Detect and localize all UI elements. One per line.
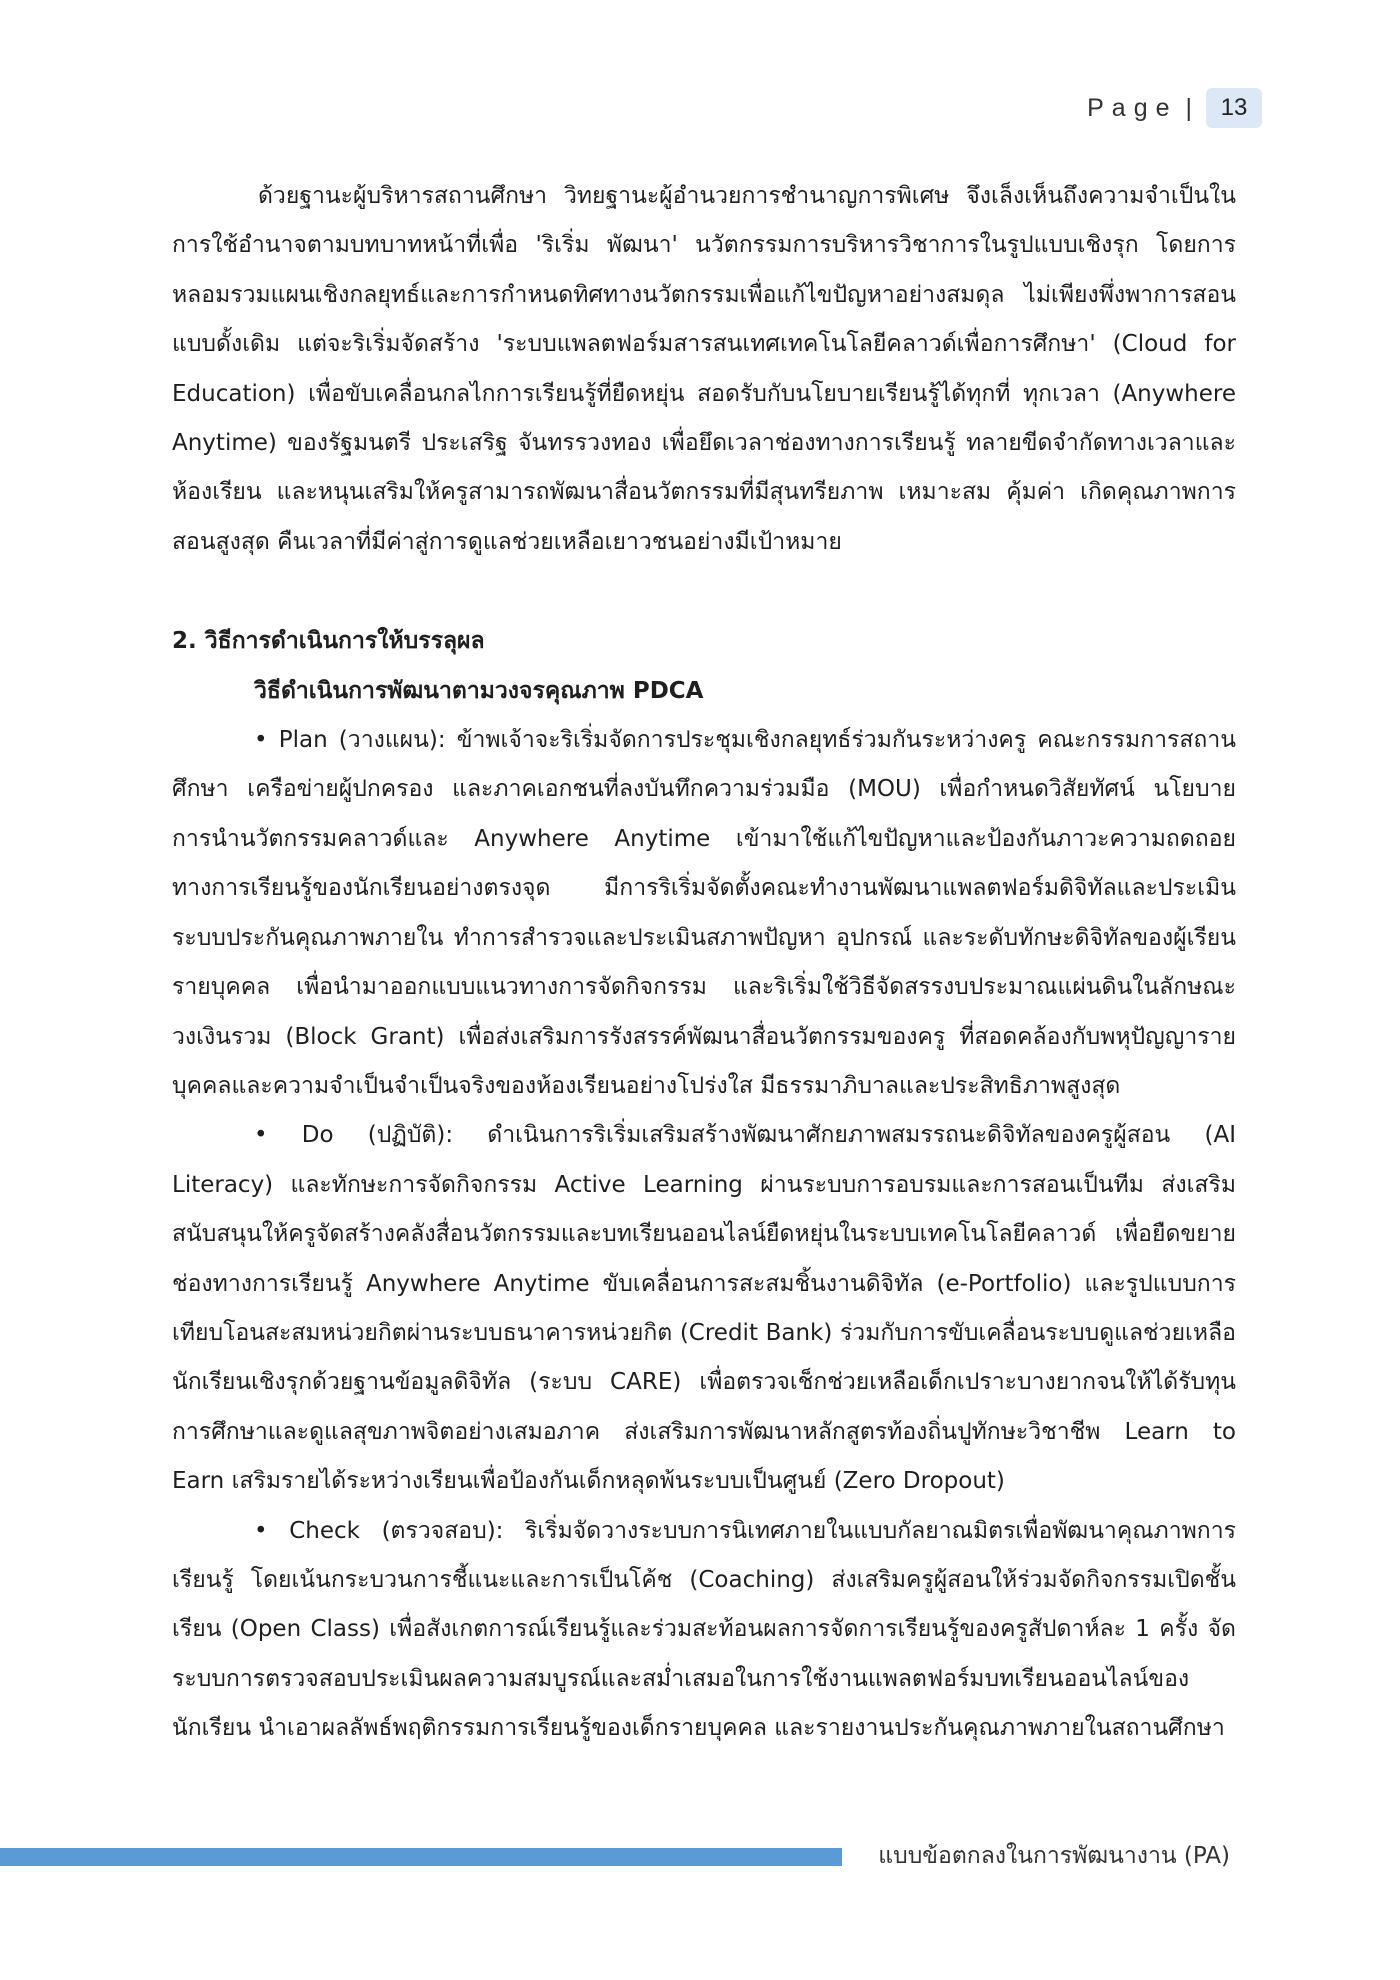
check-paragraph: • Check (ตรวจสอบ): ริเริ่มจัดวางระบบการนิเทศภายในแบบกัลยาณมิตรเพื่อพัฒนาคุณภาพการเรียนรู้ โดยเน้นกระบวนการชี้แนะและการเป็นโค้ช (Coaching) ส่งเสริมครูผู้สอนให้ร่วมจัดกิจกรรมเปิดชั้นเรียน (Open Class) เพื่อสังเกตการณ์เรียนรู้และร่วมสะท้อนผลการจัดการเรียนรู้ของครูสัปดาห์ละ 1 ครั้ง จัดระบบการตรวจสอบประเมินผลความสมบูรณ์และสม่ำเสมอในการใช้งานแพลตฟอร์มบทเรียนออนไลน์ของนักเรียน นำเอาผลลัพธ์พฤติกรรมการเรียนรู้ของเด็กรายบุคคล และรายงานประกันคุณภาพภายในสถานศึกษา bbox=[172, 1517, 1236, 1742]
page-separator: | bbox=[1185, 93, 1192, 122]
do-paragraph: • Do (ปฏิบัติ): ดำเนินการริเริ่มเสริมสร้างพัฒนาศักยภาพสมรรถนะดิจิทัลของครูผู้สอน (AI Literacy) และทักษะการจัดกิจกรรม Active Learning ผ่านระบบการอบรมและการสอนเป็นทีม ส่งเสริมสนับสนุนให้ครูจัดสร้างคลังสื่อนวัตกรรมและบทเรียนออนไลน์ยืดหยุ่นในระบบเทคโนโลยีคลาวด์ เพื่อยืดขยายช่องทางการเรียนรู้ Anywhere Anytime ขับเคลื่อนการสะสมชิ้นงานดิจิทัล (e-Portfolio) และรูปแบบการเทียบโอนสะสมหน่วยกิตผ่านระบบธนาคารหน่วยกิต (Credit Bank) ร่วมกับการขับเคลื่อนระบบดูแลช่วยเหลือนักเรียนเชิงรุกด้วยฐานข้อมูลดิจิทัล (ระบบ CARE) เพื่อตรวจเช็กช่วยเหลือเด็กเปราะบางยากจนให้ได้รับทุนการศึกษาและดูแลสุขภาพจิตอย่างเสมอภาค ส่งเสริมการพัฒนาหลักสูตรท้องถิ่นปูทักษะวิชาชีพ Learn to Earn เสริมรายได้ระหว่างเรียนเพื่อป้องกันเด็กหลุดพ้นระบบเป็นศูนย์ (Zero Dropout) bbox=[172, 1122, 1236, 1495]
page-label: Page bbox=[1087, 93, 1178, 122]
intro-paragraph: ด้วยฐานะผู้บริหารสถานศึกษา วิทยฐานะผู้อำนวยการชำนาญการพิเศษ จึงเล็งเห็นถึงความจำเป็นในการใช้อำนาจตามบทบาทหน้าที่เพื่อ 'ริเริ่ม พัฒนา' นวัตกรรมการบริหารวิชาการในรูปแบบเชิงรุก โดยการหลอมรวมแผนเชิงกลยุทธ์และการกำหนดทิศทางนวัตกรรมเพื่อแก้ไขปัญหาอย่างสมดุล ไม่เพียงพึ่งพาการสอนแบบดั้งเดิม แต่จะริเริ่มจัดสร้าง 'ระบบแพลตฟอร์มสารสนเทศเทคโนโลยีคลาวด์เพื่อการศึกษา' (Cloud for Education) เพื่อขับเคลื่อนกลไกการเรียนรู้ที่ยืดหยุ่น สอดรับกับนโยบายเรียนรู้ได้ทุกที่ ทุกเวลา (Anywhere Anytime) ของรัฐมนตรี ประเสริฐ จันทรรวงทอง เพื่อยึดเวลาช่องทางการเรียนรู้ ทลายขีดจำกัดทางเวลาและห้องเรียน และหนุนเสริมให้ครูสามารถพัฒนาสื่อนวัตกรรมที่มีสุนทรียภาพ เหมาะสม คุ้มค่า เกิดคุณภาพการสอนสูงสุด คืนเวลาที่มีค่าสู่การดูแลช่วยเหลือเยาวชนอย่างมีเป้าหมาย bbox=[172, 183, 1236, 555]
subheading-pdca: วิธีดำเนินการพัฒนาตามวงจรคุณภาพ PDCA bbox=[254, 677, 704, 704]
page-number: 13 bbox=[1206, 88, 1262, 128]
page-header bbox=[1087, 88, 1262, 128]
section-spacer bbox=[172, 567, 1236, 617]
footer-text: แบบข้อตกลงในการพัฒนางาน (PA) bbox=[878, 1843, 1230, 1869]
plan-paragraph: • Plan (วางแผน): ข้าพเจ้าจะริเริ่มจัดการประชุมเชิงกลยุทธ์ร่วมกันระหว่างครู คณะกรรมการสถานศึกษา เครือข่ายผู้ปกครอง และภาคเอกชนที่ลงบันทึกความร่วมมือ (MOU) เพื่อกำหนดวิสัยทัศน์ นโยบายการนำนวัตกรรมคลาวด์และ Anywhere Anytime เข้ามาใช้แก้ไขปัญหาและป้องกันภาวะความถดถอยทางการเรียนรู้ของนักเรียนอย่างตรงจุด มีการริเริ่มจัดตั้งคณะทำงานพัฒนาแพลตฟอร์มดิจิทัลและประเมินระบบประกันคุณภาพภายใน ทำการสำรวจและประเมินสภาพปัญหา อุปกรณ์ และระดับทักษะดิจิทัลของผู้เรียนรายบุคคล เพื่อนำมาออกแบบแนวทางการจัดกิจกรรม และริเริ่มใช้วิธีจัดสรรงบประมาณแผ่นดินในลักษณะวงเงินรวม (Block Grant) เพื่อส่งเสริมการรังสรรค์พัฒนาสื่อนวัตกรรมของครู ที่สอดคล้องกับพหุปัญญารายบุคคลและความจำเป็นจำเป็นจริงของห้องเรียนอย่างโปร่งใส มีธรรมาภิบาลและประสิทธิภาพสูงสุด bbox=[172, 727, 1236, 1099]
footer-bar bbox=[0, 1848, 842, 1866]
document-body bbox=[172, 172, 1236, 1754]
section-heading: 2. วิธีการดำเนินการให้บรรลุผล bbox=[172, 628, 485, 655]
